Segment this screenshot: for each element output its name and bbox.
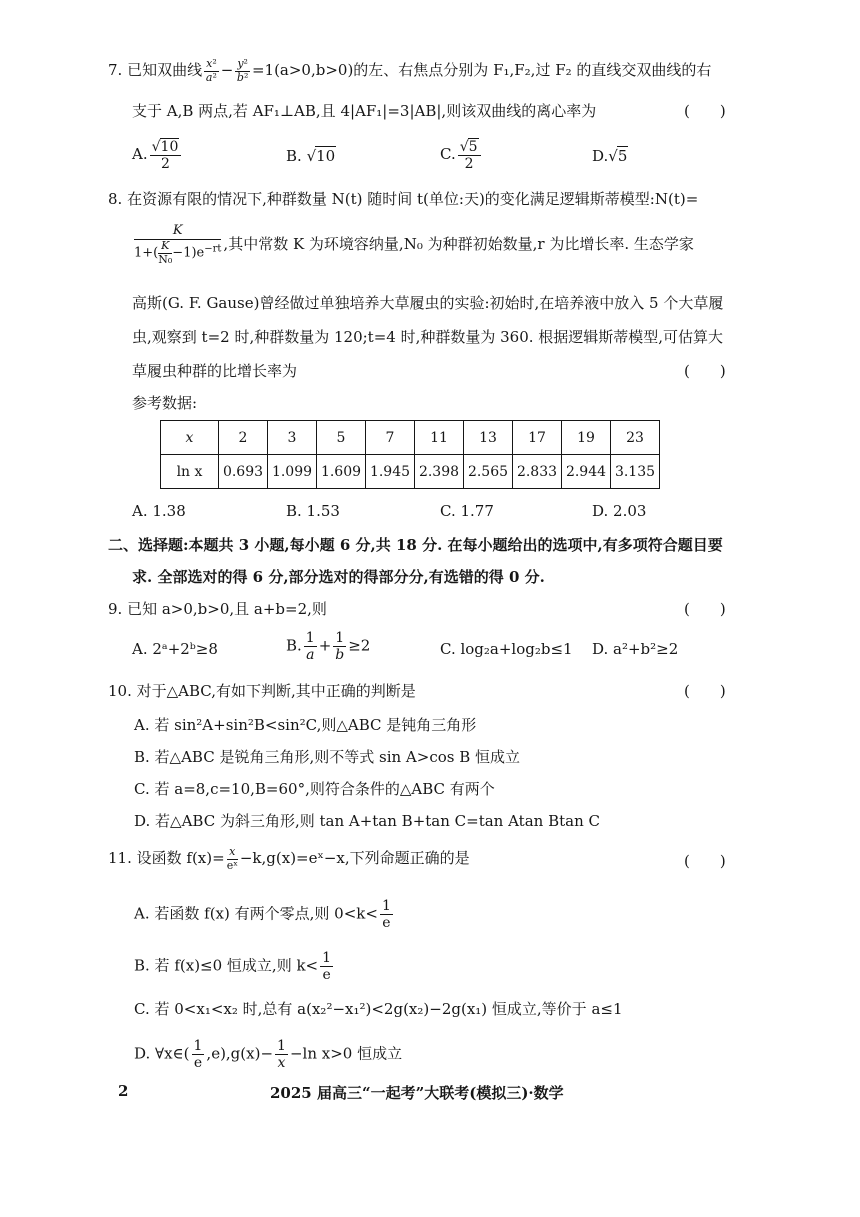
- table-cell: 13: [464, 421, 513, 455]
- q7-lead: 7. 已知双曲线: [108, 61, 203, 80]
- q8-line1: 8. 在资源有限的情况下,种群数量 N(t) 随时间 t(单位:天)的变化满足逻辑斯蒂模型:N(t)=: [108, 190, 699, 208]
- q11-option-a: A. 若函数 f(x) 有两个零点,则 0<k< $\frac{1}{e}$: [134, 898, 391, 932]
- q8-logistic-fraction: K 1+( $\frac{K}{\text{N₀}}$ $-1)e^{-rt}$: [134, 223, 222, 266]
- table-cell: 7: [366, 421, 415, 455]
- q7-x-fraction: $\frac{\text{x²}}{\text{a²}}$: [205, 57, 217, 84]
- table-cell: 1.609: [317, 455, 366, 489]
- table-cell: 2.398: [415, 455, 464, 489]
- table-cell: 1.099: [268, 455, 317, 489]
- q7-eq-tail: =1(a>0,b>0)的左、右焦点分别为 F₁,F₂,过 F₂ 的直线交双曲线的右: [251, 61, 712, 80]
- table-row: [161, 455, 660, 489]
- q7-answer-bracket: ( ): [684, 102, 726, 120]
- q11-stem: 11. 设函数 f(x)= $\frac{x}{\text{eˣ}}$ −k,g(x)=eˣ−x,下列命题正确的是: [108, 845, 470, 872]
- table-cell: 11: [415, 421, 464, 455]
- table-cell: 3: [268, 421, 317, 455]
- q8-option-c: C. 1.77: [440, 502, 494, 520]
- q10-answer-bracket: ( ): [684, 682, 726, 700]
- q11-option-c: C. 若 0<x₁<x₂ 时,总有 a(x₂²−x₁²)<2g(x₂)−2g(x₁) 恒成立,等价于 a≤1: [134, 1000, 623, 1018]
- q7-y-fraction: $\frac{\text{y²}}{\text{b²}}$: [236, 57, 249, 84]
- table-cell: 17: [513, 421, 562, 455]
- q10-option-b: B. 若△ABC 是锐角三角形,则不等式 sin A>cos B 恒成立: [134, 748, 521, 766]
- table-cell: 1.945: [366, 455, 415, 489]
- q10-stem: 10. 对于△ABC,有如下判断,其中正确的判断是: [108, 682, 416, 700]
- q9-option-c: C. log₂a+log₂b≤1: [440, 640, 573, 658]
- table-cell: 2.565: [464, 455, 513, 489]
- q8-line2-tail: ,其中常数 K 为环境容纳量,N₀ 为种群初始数量,r 为比增长率. 生态学家: [223, 235, 694, 254]
- table-header-x: x: [161, 421, 219, 455]
- q9-stem: 9. 已知 a>0,b>0,且 a+b=2,则: [108, 600, 327, 618]
- q7-line2: 支于 A,B 两点,若 AF₁⊥AB,且 4|AF₁|=3|AB|,则该双曲线的离心率为: [132, 102, 597, 120]
- q8-option-b: B. 1.53: [286, 502, 340, 520]
- table-cell: 5: [317, 421, 366, 455]
- q11-answer-bracket: ( ): [684, 852, 726, 870]
- q9-option-d: D. a²+b²≥2: [592, 640, 679, 658]
- q10-option-c: C. 若 a=8,c=10,B=60°,则符合条件的△ABC 有两个: [134, 780, 495, 798]
- page-number: 2: [118, 1082, 129, 1100]
- footer-title: 2025 届高三“一起考”大联考(模拟三)·数学: [270, 1084, 564, 1102]
- q9-answer-bracket: ( ): [684, 600, 726, 618]
- table-cell: 3.135: [611, 455, 660, 489]
- section-2-instructions: 求. 全部选对的得 6 分,部分选对的得部分分,有选错的得 0 分.: [132, 568, 545, 586]
- reference-table: [160, 420, 660, 489]
- section-2-heading: 二、选择题:本题共 3 小题,每小题 6 分,共 18 分. 在每小题给出的选项中,有多项符合题目要: [108, 536, 723, 554]
- q8-option-a: A. 1.38: [132, 502, 186, 520]
- q7-option-d: D.√5: [592, 147, 628, 165]
- q8-reference-label: 参考数据:: [132, 394, 198, 412]
- q11-option-b: B. 若 f(x)≤0 恒成立,则 k< $\frac{1}{e}$: [134, 950, 332, 984]
- q8-answer-bracket: ( ): [684, 362, 726, 380]
- q8-line4: 虫,观察到 t=2 时,种群数量为 120;t=4 时,种群数量为 360. 根据逻辑斯蒂模型,可估算大: [132, 328, 724, 346]
- q10-option-a: A. 若 sin²A+sin²B<sin²C,则△ABC 是钝角三角形: [134, 716, 477, 734]
- table-cell: 2.833: [513, 455, 562, 489]
- table-row: [161, 421, 660, 455]
- q7-option-a: A. $\frac{√10}{2}$: [132, 138, 183, 172]
- q7-line1: 7. 已知双曲线 $\frac{\text{x²}}{\text{a²}}$ − $\frac{\text{y²}}{\text{b²}}$ =1(a>0,b>0)的左、右焦点分别为 F₁,F₂,过 F₂ 的直线交双曲线的右: [108, 57, 712, 84]
- q8-line5: 草履虫种群的比增长率为: [132, 362, 298, 380]
- q9-option-a: A. 2ᵃ+2ᵇ≥8: [132, 640, 218, 658]
- q11-option-d: D. ∀x∈( $\frac{1}{e}$ ,e),g(x)− $\frac{1}{x}$ −ln x>0 恒成立: [134, 1038, 403, 1072]
- q7-option-c: C. $\frac{√5}{2}$: [440, 138, 483, 172]
- q8-line2: [132, 224, 694, 266]
- table-cell: 2: [219, 421, 268, 455]
- table-header-ln: ln x: [161, 455, 219, 489]
- table-cell: 0.693: [219, 455, 268, 489]
- q8-option-d: D. 2.03: [592, 502, 647, 520]
- q7-option-b: B. √10: [286, 147, 336, 165]
- table-cell: 2.944: [562, 455, 611, 489]
- table-cell: 23: [611, 421, 660, 455]
- q9-option-b: B. $\frac{1}{a}$ + $\frac{1}{b}$ ≥2: [286, 630, 371, 664]
- table-cell: 19: [562, 421, 611, 455]
- q8-line3: 高斯(G. F. Gause)曾经做过单独培养大草履虫的实验:初始时,在培养液中放入 5 个大草履: [132, 294, 724, 312]
- q10-option-d: D. 若△ABC 为斜三角形,则 tan A+tan B+tan C=tan Atan Btan C: [134, 812, 600, 830]
